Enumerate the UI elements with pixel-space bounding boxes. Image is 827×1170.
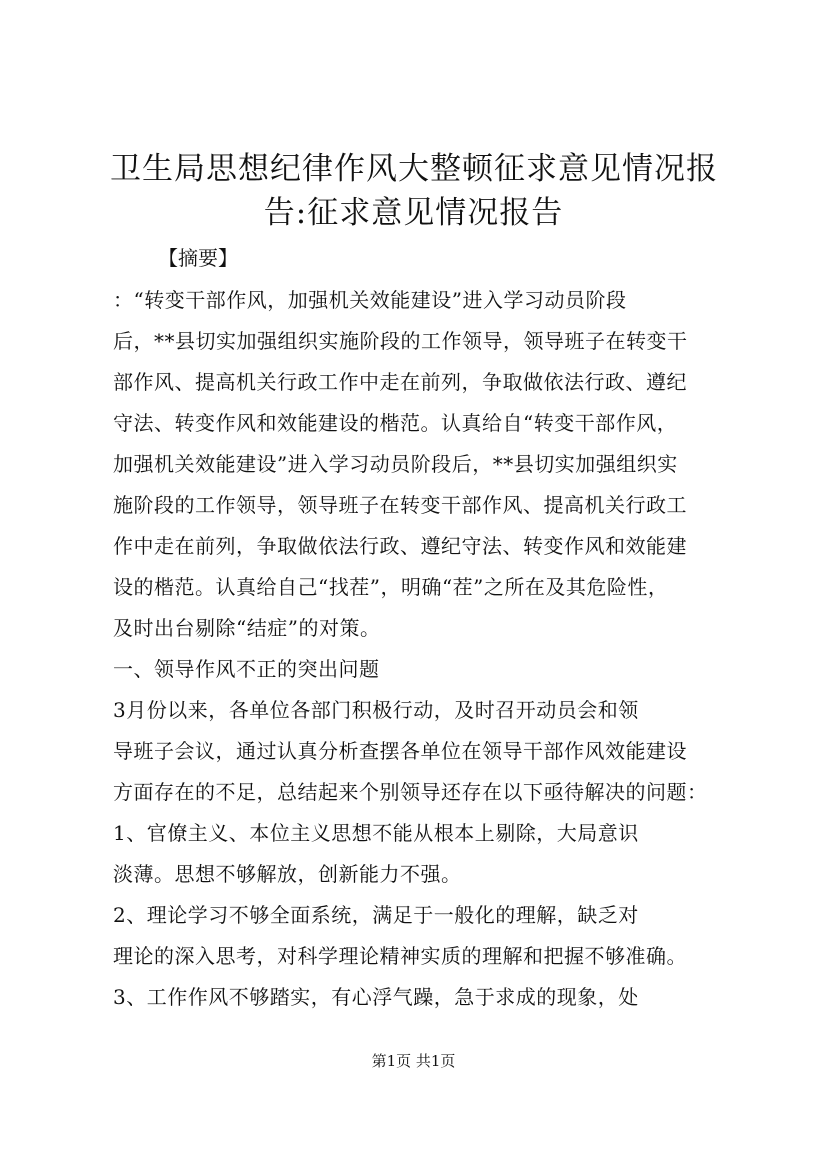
section-heading: 一、领导作风不正的突出问题 xyxy=(113,657,380,681)
list-item-line: 理论的深入思考，对科学理论精神实质的理解和把握不够准确。 xyxy=(113,944,687,968)
document-title-line-1: 卫生局思想纪律作风大整顿征求意见情况报 xyxy=(110,151,718,187)
body-line: 导班子会议，通过认真分析查摆各单位在领导干部作风效能建设 xyxy=(113,739,687,763)
body-line: 及时出台剔除“结症”的对策。 xyxy=(113,616,381,640)
list-item-line: 1、官僚主义、本位主义思想不能从根本上剔除，大局意识 xyxy=(113,821,639,845)
page-footer: 第1页 共1页 xyxy=(371,1052,456,1070)
body-line: 施阶段的工作领导，领导班子在转变干部作风、提高机关行政工 xyxy=(113,493,687,517)
list-item-line: 2、理论学习不够全面系统，满足于一般化的理解，缺乏对 xyxy=(113,903,639,927)
body-line: 加强机关效能建设”进入学习动员阶段后，**县切实加强组织实 xyxy=(113,452,678,476)
body-line: 设的楷范。认真给自己“找茬”，明确“茬”之所在及其危险性， xyxy=(113,575,669,599)
document-title-line-2: 告:征求意见情况报告 xyxy=(263,195,564,231)
abstract-label: 【摘要】 xyxy=(158,246,238,270)
body-line: 作中走在前列，争取做依法行政、遵纪守法、转变作风和效能建 xyxy=(113,534,687,558)
body-line: 方面存在的不足，总结起来个别领导还存在以下亟待解决的问题： xyxy=(113,780,708,804)
body-line: ：“转变干部作风，加强机关效能建设”进入学习动员阶段 xyxy=(113,288,627,312)
body-line: 守法、转变作风和效能建设的楷范。认真给自“转变干部作风， xyxy=(113,411,678,435)
body-line: 后，**县切实加强组织实施阶段的工作领导，领导班子在转变干 xyxy=(113,329,688,353)
list-item-line: 3、工作作风不够踏实，有心浮气躁，急于求成的现象，处 xyxy=(113,985,639,1009)
body-line: 3月份以来，各单位各部门积极行动，及时召开动员会和领 xyxy=(113,698,639,722)
body-line: 部作风、提高机关行政工作中走在前列，争取做依法行政、遵纪 xyxy=(113,370,687,394)
list-item-line: 淡薄。思想不够解放，创新能力不强。 xyxy=(113,862,462,886)
